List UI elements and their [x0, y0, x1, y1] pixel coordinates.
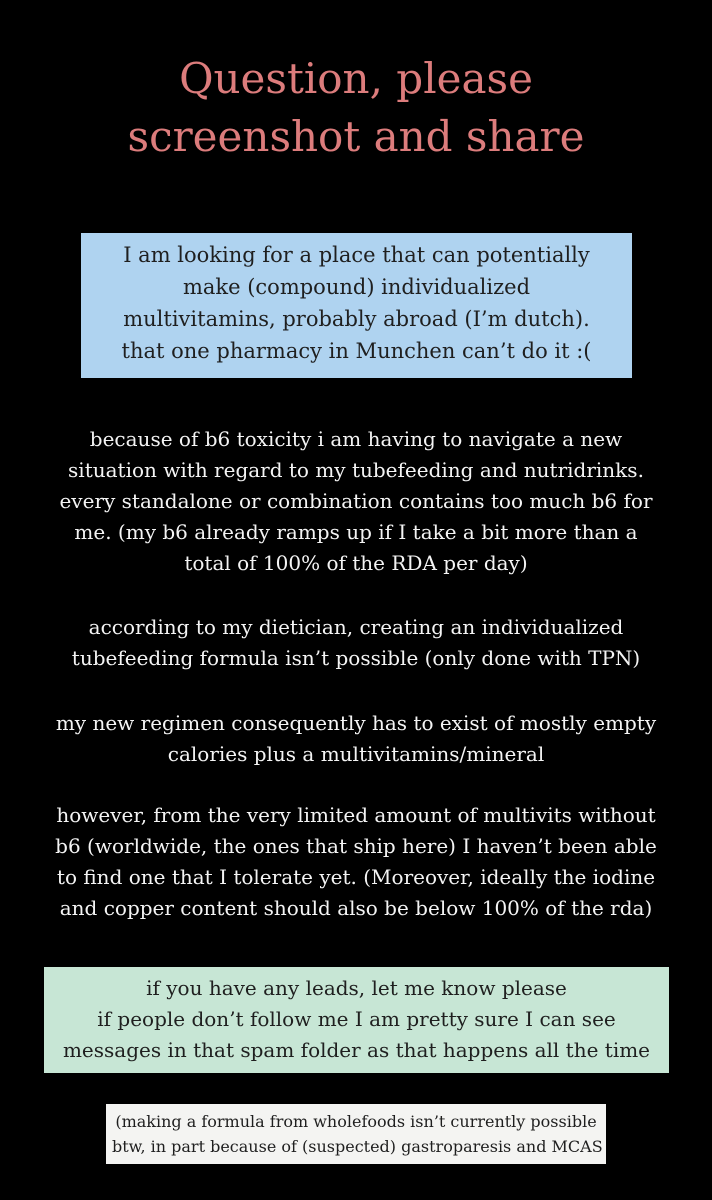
- request-line: make (compound) individualized: [182, 275, 531, 299]
- paragraph-line: because of b6 toxicity i am having to navigate a new: [89, 427, 623, 451]
- paragraph-regimen: [0, 708, 712, 770]
- note-line: (making a formula from wholefoods isn’t currently possible: [115, 1112, 597, 1131]
- paragraph-line: situation with regard to my tubefeeding and nutridrinks.: [68, 458, 644, 482]
- title-line: Question, please: [179, 54, 533, 103]
- note-line: btw, in part because of (suspected) gastroparesis and MCAS: [112, 1137, 603, 1156]
- request-line: I am looking for a place that can potentially: [123, 243, 590, 267]
- paragraph-multivits: [0, 800, 712, 924]
- note-box: [106, 1104, 606, 1164]
- paragraph-line: to find one that I tolerate yet. (Moreover, ideally the iodine: [56, 865, 656, 889]
- request-box: [81, 233, 632, 378]
- paragraph-line: according to my dietician, creating an individualized: [88, 615, 624, 639]
- leads-line: if you have any leads, let me know please: [146, 976, 567, 1000]
- paragraph-line: my new regimen consequently has to exist of mostly empty: [55, 711, 657, 735]
- paragraph-line: total of 100% of the RDA per day): [184, 551, 528, 575]
- paragraph-line: calories plus a multivitamins/mineral: [167, 742, 545, 766]
- leads-box: [44, 967, 669, 1073]
- leads-line: messages in that spam folder as that happens all the time: [62, 1038, 651, 1062]
- story-title: [0, 50, 712, 166]
- leads-line: if people don’t follow me I am pretty sure I can see: [97, 1007, 616, 1031]
- paragraph-b6-toxicity: [0, 424, 712, 579]
- request-line: multivitamins, probably abroad (I’m dutch).: [123, 307, 590, 331]
- request-line: that one pharmacy in Munchen can’t do it :(: [121, 339, 592, 363]
- paragraph-line: and copper content should also be below 100% of the rda): [59, 896, 653, 920]
- paragraph-line: every standalone or combination contains too much b6 for: [59, 489, 653, 513]
- paragraph-line: me. (my b6 already ramps up if I take a bit more than a: [74, 520, 638, 544]
- paragraph-line: however, from the very limited amount of multivits without: [56, 803, 656, 827]
- title-line: screenshot and share: [127, 112, 585, 161]
- paragraph-dietician: [0, 612, 712, 674]
- paragraph-line: b6 (worldwide, the ones that ship here) I haven’t been able: [55, 834, 657, 858]
- paragraph-line: tubefeeding formula isn’t possible (only done with TPN): [71, 646, 641, 670]
